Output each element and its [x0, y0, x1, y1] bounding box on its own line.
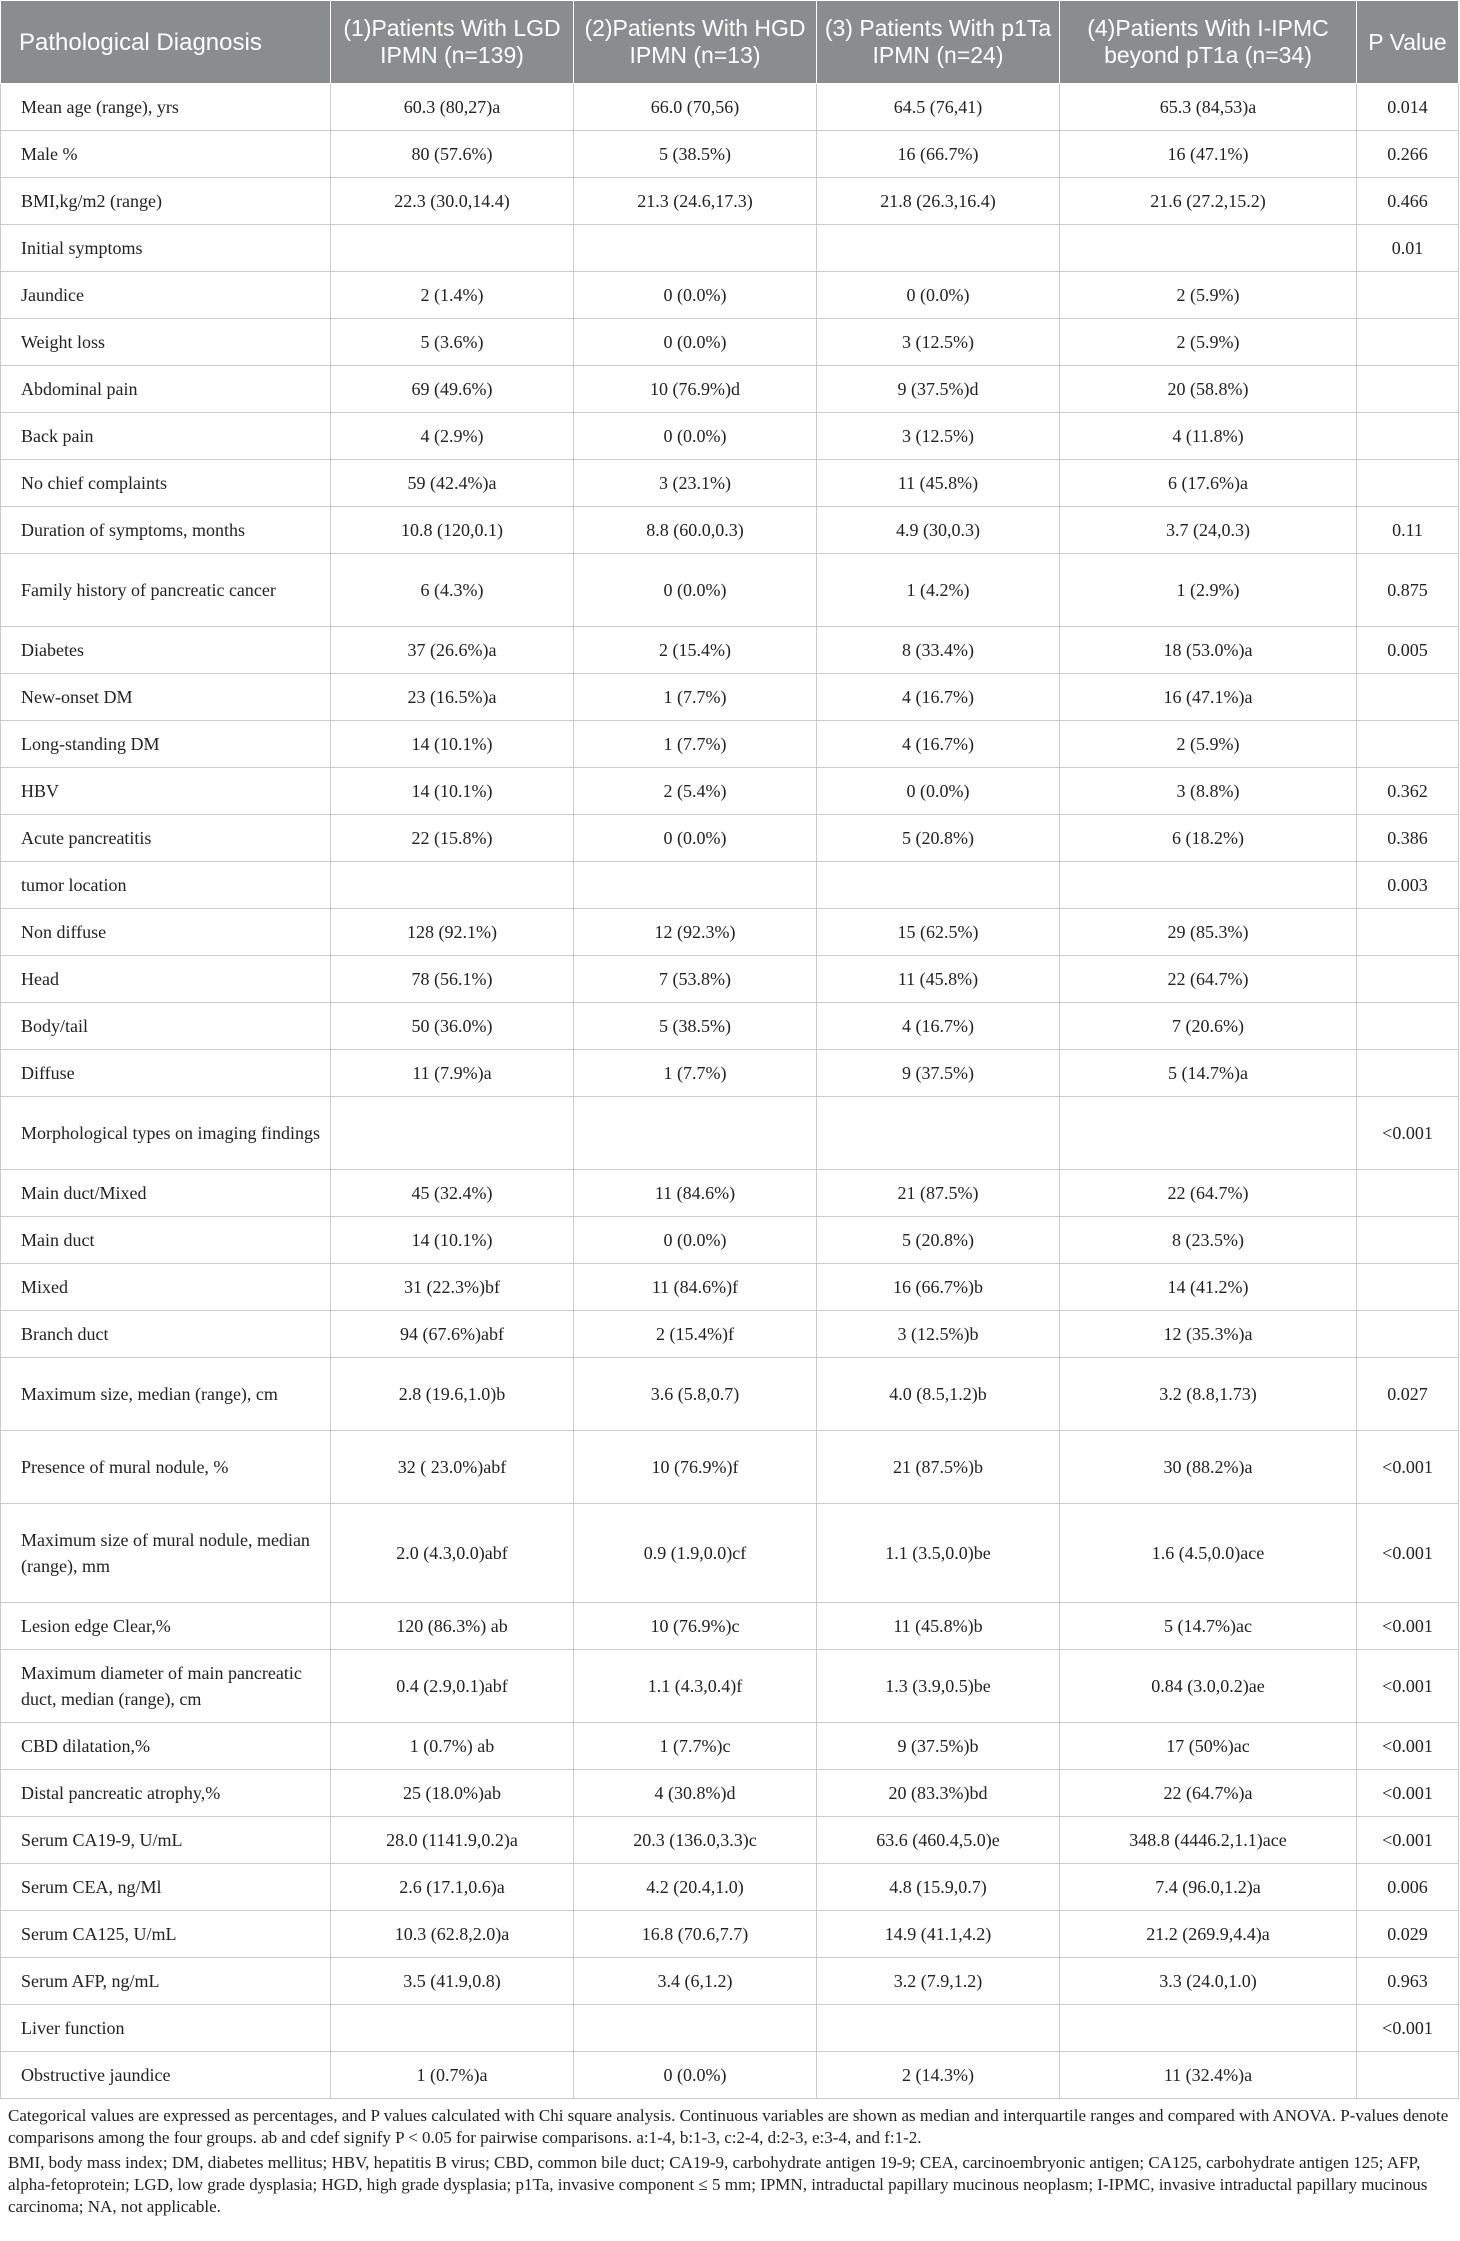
row-label: Male % [1, 131, 331, 178]
row-label: Lesion edge Clear,% [1, 1603, 331, 1650]
group-4-cell: 22 (64.7%) [1060, 956, 1357, 1003]
group-1-cell: 28.0 (1141.9,0.2)a [331, 1817, 574, 1864]
group-4-cell: 21.2 (269.9,4.4)a [1060, 1911, 1357, 1958]
table-row [1, 956, 1459, 1003]
p-value-cell: 0.014 [1357, 84, 1459, 131]
group-2-cell: 1 (7.7%)c [574, 1723, 817, 1770]
row-label: Serum CEA, ng/Ml [1, 1864, 331, 1911]
group-4-cell: 5 (14.7%)a [1060, 1050, 1357, 1097]
table-row [1, 627, 1459, 674]
group-2-cell [574, 2005, 817, 2052]
table-row [1, 1170, 1459, 1217]
table-row [1, 1358, 1459, 1431]
table-row [1, 1770, 1459, 1817]
group-3-cell: 21.8 (26.3,16.4) [817, 178, 1060, 225]
table-row [1, 1817, 1459, 1864]
group-2-cell: 0 (0.0%) [574, 413, 817, 460]
group-4-cell: 6 (17.6%)a [1060, 460, 1357, 507]
p-value-cell: <0.001 [1357, 1650, 1459, 1723]
row-label: Morphological types on imaging findings [1, 1097, 331, 1170]
group-3-cell: 64.5 (76,41) [817, 84, 1060, 131]
group-3-cell: 4 (16.7%) [817, 674, 1060, 721]
group-4-cell: 22 (64.7%) [1060, 1170, 1357, 1217]
table-row [1, 413, 1459, 460]
group-1-cell: 78 (56.1%) [331, 956, 574, 1003]
table-row [1, 1003, 1459, 1050]
group-4-cell: 5 (14.7%)ac [1060, 1603, 1357, 1650]
group-2-cell [574, 225, 817, 272]
group-2-cell: 11 (84.6%)f [574, 1264, 817, 1311]
p-value-cell: 0.875 [1357, 554, 1459, 627]
header-hgd-ipmn: (2)Patients With HGD IPMN (n=13) [574, 1, 817, 84]
group-4-cell: 1 (2.9%) [1060, 554, 1357, 627]
row-label: Diabetes [1, 627, 331, 674]
p-value-cell [1357, 272, 1459, 319]
row-label: Mixed [1, 1264, 331, 1311]
group-1-cell [331, 862, 574, 909]
group-3-cell: 20 (83.3%)bd [817, 1770, 1060, 1817]
row-label: Liver function [1, 2005, 331, 2052]
p-value-cell: <0.001 [1357, 2005, 1459, 2052]
group-3-cell: 4.9 (30,0.3) [817, 507, 1060, 554]
table-row [1, 1097, 1459, 1170]
group-1-cell: 128 (92.1%) [331, 909, 574, 956]
table-row [1, 272, 1459, 319]
header-row [1, 1, 1459, 84]
table-row [1, 721, 1459, 768]
p-value-cell: <0.001 [1357, 1431, 1459, 1504]
p-value-cell [1357, 1264, 1459, 1311]
group-2-cell: 66.0 (70,56) [574, 84, 817, 131]
group-1-cell: 14 (10.1%) [331, 721, 574, 768]
row-label: Presence of mural nodule, % [1, 1431, 331, 1504]
group-1-cell: 14 (10.1%) [331, 768, 574, 815]
p-value-cell [1357, 1170, 1459, 1217]
group-4-cell [1060, 2005, 1357, 2052]
row-label: Back pain [1, 413, 331, 460]
group-1-cell: 94 (67.6%)abf [331, 1311, 574, 1358]
row-label: BMI,kg/m2 (range) [1, 178, 331, 225]
group-2-cell: 21.3 (24.6,17.3) [574, 178, 817, 225]
table-row [1, 1864, 1459, 1911]
group-2-cell: 1.1 (4.3,0.4)f [574, 1650, 817, 1723]
row-label: Body/tail [1, 1003, 331, 1050]
p-value-cell [1357, 1003, 1459, 1050]
table-row [1, 1723, 1459, 1770]
group-2-cell: 3.6 (5.8,0.7) [574, 1358, 817, 1431]
group-4-cell: 3.2 (8.8,1.73) [1060, 1358, 1357, 1431]
table-row [1, 1958, 1459, 2005]
group-4-cell: 3.3 (24.0,1.0) [1060, 1958, 1357, 2005]
group-4-cell: 29 (85.3%) [1060, 909, 1357, 956]
header-pathological-diagnosis: Pathological Diagnosis [1, 1, 331, 84]
group-1-cell: 69 (49.6%) [331, 366, 574, 413]
group-1-cell: 1 (0.7%)a [331, 2052, 574, 2099]
p-value-cell [1357, 909, 1459, 956]
group-2-cell: 0 (0.0%) [574, 554, 817, 627]
group-3-cell: 4 (16.7%) [817, 721, 1060, 768]
group-3-cell: 15 (62.5%) [817, 909, 1060, 956]
row-label: Weight loss [1, 319, 331, 366]
group-1-cell: 2.8 (19.6,1.0)b [331, 1358, 574, 1431]
table-row [1, 2052, 1459, 2099]
table-row [1, 554, 1459, 627]
group-3-cell: 5 (20.8%) [817, 815, 1060, 862]
group-4-cell: 16 (47.1%)a [1060, 674, 1357, 721]
row-label: Family history of pancreatic cancer [1, 554, 331, 627]
p-value-cell: 0.006 [1357, 1864, 1459, 1911]
group-3-cell: 21 (87.5%)b [817, 1431, 1060, 1504]
table-row [1, 862, 1459, 909]
group-1-cell: 120 (86.3%) ab [331, 1603, 574, 1650]
group-3-cell: 11 (45.8%) [817, 956, 1060, 1003]
group-2-cell: 4.2 (20.4,1.0) [574, 1864, 817, 1911]
group-4-cell: 348.8 (4446.2,1.1)ace [1060, 1817, 1357, 1864]
header-p1ta-ipmn: (3) Patients With p1Ta IPMN (n=24) [817, 1, 1060, 84]
group-3-cell [817, 862, 1060, 909]
footnote-statistics: Categorical values are expressed as percentages, and P values calculated with Chi square analysis. Continuous variables are shown as median and interquartile ranges and compared with ANOVA. P-values denote comparisons among the four groups. ab and cdef signify P < 0.05 for pairwise comparisons. a:1-4, b:1-3, c:2-4, d:2-3, e:3-4, and f:1-2. [8, 2106, 1449, 2147]
row-label: Serum CA125, U/mL [1, 1911, 331, 1958]
group-1-cell [331, 1097, 574, 1170]
group-1-cell: 32 ( 23.0%)abf [331, 1431, 574, 1504]
group-1-cell: 2 (1.4%) [331, 272, 574, 319]
p-value-cell [1357, 2052, 1459, 2099]
group-2-cell: 0 (0.0%) [574, 1217, 817, 1264]
group-3-cell: 11 (45.8%) [817, 460, 1060, 507]
row-label: Diffuse [1, 1050, 331, 1097]
p-value-cell [1357, 460, 1459, 507]
p-value-cell [1357, 366, 1459, 413]
group-3-cell: 0 (0.0%) [817, 768, 1060, 815]
group-4-cell: 1.6 (4.5,0.0)ace [1060, 1504, 1357, 1603]
group-4-cell: 18 (53.0%)a [1060, 627, 1357, 674]
row-label: HBV [1, 768, 331, 815]
group-4-cell [1060, 1097, 1357, 1170]
group-4-cell: 3.7 (24,0.3) [1060, 507, 1357, 554]
group-3-cell: 16 (66.7%) [817, 131, 1060, 178]
group-2-cell: 16.8 (70.6,7.7) [574, 1911, 817, 1958]
group-3-cell: 9 (37.5%)d [817, 366, 1060, 413]
table-footnotes [0, 2099, 1458, 2218]
group-4-cell: 16 (47.1%) [1060, 131, 1357, 178]
group-3-cell: 1 (4.2%) [817, 554, 1060, 627]
group-1-cell: 22.3 (30.0,14.4) [331, 178, 574, 225]
group-4-cell [1060, 862, 1357, 909]
p-value-cell [1357, 413, 1459, 460]
p-value-cell: 0.01 [1357, 225, 1459, 272]
group-3-cell: 4.8 (15.9,0.7) [817, 1864, 1060, 1911]
row-label: Branch duct [1, 1311, 331, 1358]
group-4-cell: 2 (5.9%) [1060, 319, 1357, 366]
group-1-cell [331, 2005, 574, 2052]
group-1-cell: 4 (2.9%) [331, 413, 574, 460]
group-4-cell: 3 (8.8%) [1060, 768, 1357, 815]
table-row [1, 1603, 1459, 1650]
row-label: Acute pancreatitis [1, 815, 331, 862]
group-3-cell: 3 (12.5%)b [817, 1311, 1060, 1358]
row-label: No chief complaints [1, 460, 331, 507]
group-1-cell: 2.6 (17.1,0.6)a [331, 1864, 574, 1911]
table-row [1, 2005, 1459, 2052]
group-3-cell: 21 (87.5%) [817, 1170, 1060, 1217]
p-value-cell: <0.001 [1357, 1770, 1459, 1817]
row-label: Maximum diameter of main pancreatic duct, median (range), cm [1, 1650, 331, 1723]
table-row [1, 1911, 1459, 1958]
group-4-cell: 12 (35.3%)a [1060, 1311, 1357, 1358]
group-2-cell: 10 (76.9%)f [574, 1431, 817, 1504]
group-2-cell: 2 (15.4%)f [574, 1311, 817, 1358]
group-1-cell: 59 (42.4%)a [331, 460, 574, 507]
group-3-cell: 16 (66.7%)b [817, 1264, 1060, 1311]
group-2-cell: 0.9 (1.9,0.0)cf [574, 1504, 817, 1603]
group-3-cell: 63.6 (460.4,5.0)e [817, 1817, 1060, 1864]
row-label: Serum CA19-9, U/mL [1, 1817, 331, 1864]
header-i-ipmc: (4)Patients With I-IPMC beyond pT1a (n=34) [1060, 1, 1357, 84]
table-row [1, 319, 1459, 366]
group-3-cell: 3 (12.5%) [817, 319, 1060, 366]
group-3-cell: 4.0 (8.5,1.2)b [817, 1358, 1060, 1431]
p-value-cell: <0.001 [1357, 1603, 1459, 1650]
group-1-cell: 31 (22.3%)bf [331, 1264, 574, 1311]
table-row [1, 84, 1459, 131]
group-3-cell [817, 2005, 1060, 2052]
p-value-cell: 0.005 [1357, 627, 1459, 674]
group-2-cell: 10 (76.9%)c [574, 1603, 817, 1650]
header-lgd-ipmn: (1)Patients With LGD IPMN (n=139) [331, 1, 574, 84]
row-label: Jaundice [1, 272, 331, 319]
group-2-cell: 0 (0.0%) [574, 2052, 817, 2099]
group-3-cell: 1.3 (3.9,0.5)be [817, 1650, 1060, 1723]
group-2-cell: 0 (0.0%) [574, 319, 817, 366]
group-4-cell: 11 (32.4%)a [1060, 2052, 1357, 2099]
group-1-cell: 11 (7.9%)a [331, 1050, 574, 1097]
group-2-cell: 0 (0.0%) [574, 815, 817, 862]
table-row [1, 909, 1459, 956]
row-label: Mean age (range), yrs [1, 84, 331, 131]
group-4-cell: 30 (88.2%)a [1060, 1431, 1357, 1504]
table-row [1, 366, 1459, 413]
p-value-cell: 0.963 [1357, 1958, 1459, 2005]
row-label: Long-standing DM [1, 721, 331, 768]
group-2-cell: 2 (5.4%) [574, 768, 817, 815]
group-3-cell: 14.9 (41.1,4.2) [817, 1911, 1060, 1958]
group-2-cell: 4 (30.8%)d [574, 1770, 817, 1817]
table-row [1, 1504, 1459, 1603]
row-label: Initial symptoms [1, 225, 331, 272]
group-4-cell: 0.84 (3.0,0.2)ae [1060, 1650, 1357, 1723]
p-value-cell: 0.266 [1357, 131, 1459, 178]
group-4-cell: 7.4 (96.0,1.2)a [1060, 1864, 1357, 1911]
footnote-abbreviations: BMI, body mass index; DM, diabetes mellitus; HBV, hepatitis B virus; CBD, common bile duct; CA19-9, carbohydrate antigen 19-9; CEA, carcinoembryonic antigen; CA125, carbohydrate antigen 125; AFP, alpha-fetoprotein; LGD, low grade dysplasia; HGD, high grade dysplasia; p1Ta, invasive component ≤ 5 mm; IPMN, intraductal papillary mucinous neoplasm; I-IPMC, invasive intraductal papillary mucinous carcinoma; NA, not applicable. [8, 2153, 1428, 2216]
group-3-cell: 2 (14.3%) [817, 2052, 1060, 2099]
group-3-cell: 3.2 (7.9,1.2) [817, 1958, 1060, 2005]
table-row [1, 507, 1459, 554]
p-value-cell: <0.001 [1357, 1817, 1459, 1864]
row-label: Duration of symptoms, months [1, 507, 331, 554]
group-1-cell: 5 (3.6%) [331, 319, 574, 366]
table-row [1, 225, 1459, 272]
table-row [1, 131, 1459, 178]
group-1-cell [331, 225, 574, 272]
p-value-cell [1357, 1311, 1459, 1358]
table-row [1, 1311, 1459, 1358]
group-3-cell: 9 (37.5%)b [817, 1723, 1060, 1770]
group-4-cell: 65.3 (84,53)a [1060, 84, 1357, 131]
group-4-cell: 4 (11.8%) [1060, 413, 1357, 460]
row-label: Non diffuse [1, 909, 331, 956]
p-value-cell: 0.11 [1357, 507, 1459, 554]
group-2-cell: 5 (38.5%) [574, 131, 817, 178]
row-label: Head [1, 956, 331, 1003]
table-row [1, 768, 1459, 815]
row-label: Distal pancreatic atrophy,% [1, 1770, 331, 1817]
row-label: Serum AFP, ng/mL [1, 1958, 331, 2005]
row-label: Abdominal pain [1, 366, 331, 413]
p-value-cell [1357, 721, 1459, 768]
group-1-cell: 2.0 (4.3,0.0)abf [331, 1504, 574, 1603]
group-3-cell: 0 (0.0%) [817, 272, 1060, 319]
table-body [1, 84, 1459, 2099]
group-2-cell: 3.4 (6,1.2) [574, 1958, 817, 2005]
p-value-cell: 0.027 [1357, 1358, 1459, 1431]
group-3-cell [817, 1097, 1060, 1170]
group-4-cell: 20 (58.8%) [1060, 366, 1357, 413]
group-4-cell: 2 (5.9%) [1060, 721, 1357, 768]
group-1-cell: 3.5 (41.9,0.8) [331, 1958, 574, 2005]
group-4-cell: 8 (23.5%) [1060, 1217, 1357, 1264]
p-value-cell: 0.466 [1357, 178, 1459, 225]
group-2-cell: 1 (7.7%) [574, 721, 817, 768]
group-1-cell: 10.3 (62.8,2.0)a [331, 1911, 574, 1958]
group-4-cell [1060, 225, 1357, 272]
group-2-cell: 8.8 (60.0,0.3) [574, 507, 817, 554]
group-1-cell: 14 (10.1%) [331, 1217, 574, 1264]
group-2-cell: 20.3 (136.0,3.3)c [574, 1817, 817, 1864]
group-3-cell [817, 225, 1060, 272]
p-value-cell [1357, 1050, 1459, 1097]
p-value-cell [1357, 319, 1459, 366]
group-1-cell: 23 (16.5%)a [331, 674, 574, 721]
p-value-cell [1357, 674, 1459, 721]
p-value-cell [1357, 1217, 1459, 1264]
p-value-cell: <0.001 [1357, 1097, 1459, 1170]
group-2-cell: 10 (76.9%)d [574, 366, 817, 413]
group-1-cell: 50 (36.0%) [331, 1003, 574, 1050]
group-1-cell: 60.3 (80,27)a [331, 84, 574, 131]
table-row [1, 178, 1459, 225]
row-label: Main duct/Mixed [1, 1170, 331, 1217]
group-2-cell: 2 (15.4%) [574, 627, 817, 674]
group-2-cell: 0 (0.0%) [574, 272, 817, 319]
group-1-cell: 80 (57.6%) [331, 131, 574, 178]
table-row [1, 1264, 1459, 1311]
group-2-cell: 7 (53.8%) [574, 956, 817, 1003]
table-row [1, 815, 1459, 862]
row-label: tumor location [1, 862, 331, 909]
group-1-cell: 1 (0.7%) ab [331, 1723, 574, 1770]
group-2-cell: 3 (23.1%) [574, 460, 817, 507]
group-4-cell: 7 (20.6%) [1060, 1003, 1357, 1050]
p-value-cell: 0.003 [1357, 862, 1459, 909]
group-3-cell: 8 (33.4%) [817, 627, 1060, 674]
table-row [1, 1431, 1459, 1504]
row-label: CBD dilatation,% [1, 1723, 331, 1770]
row-label: Maximum size of mural nodule, median (range), mm [1, 1504, 331, 1603]
group-3-cell: 9 (37.5%) [817, 1050, 1060, 1097]
group-3-cell: 5 (20.8%) [817, 1217, 1060, 1264]
table-row [1, 1650, 1459, 1723]
group-4-cell: 21.6 (27.2,15.2) [1060, 178, 1357, 225]
table-row [1, 1050, 1459, 1097]
group-2-cell: 5 (38.5%) [574, 1003, 817, 1050]
group-4-cell: 2 (5.9%) [1060, 272, 1357, 319]
group-1-cell: 45 (32.4%) [331, 1170, 574, 1217]
group-3-cell: 4 (16.7%) [817, 1003, 1060, 1050]
table-row [1, 1217, 1459, 1264]
group-2-cell [574, 862, 817, 909]
group-3-cell: 3 (12.5%) [817, 413, 1060, 460]
group-1-cell: 10.8 (120,0.1) [331, 507, 574, 554]
group-2-cell: 12 (92.3%) [574, 909, 817, 956]
group-1-cell: 37 (26.6%)a [331, 627, 574, 674]
row-label: Obstructive jaundice [1, 2052, 331, 2099]
group-4-cell: 6 (18.2%) [1060, 815, 1357, 862]
group-4-cell: 14 (41.2%) [1060, 1264, 1357, 1311]
group-3-cell: 11 (45.8%)b [817, 1603, 1060, 1650]
group-4-cell: 22 (64.7%)a [1060, 1770, 1357, 1817]
p-value-cell: <0.001 [1357, 1504, 1459, 1603]
p-value-cell: 0.386 [1357, 815, 1459, 862]
p-value-cell [1357, 956, 1459, 1003]
group-2-cell [574, 1097, 817, 1170]
group-1-cell: 25 (18.0%)ab [331, 1770, 574, 1817]
group-2-cell: 11 (84.6%) [574, 1170, 817, 1217]
row-label: Maximum size, median (range), cm [1, 1358, 331, 1431]
group-3-cell: 1.1 (3.5,0.0)be [817, 1504, 1060, 1603]
group-4-cell: 17 (50%)ac [1060, 1723, 1357, 1770]
p-value-cell: <0.001 [1357, 1723, 1459, 1770]
group-2-cell: 1 (7.7%) [574, 1050, 817, 1097]
group-1-cell: 6 (4.3%) [331, 554, 574, 627]
header-p-value: P Value [1357, 1, 1459, 84]
p-value-cell: 0.029 [1357, 1911, 1459, 1958]
group-2-cell: 1 (7.7%) [574, 674, 817, 721]
p-value-cell: 0.362 [1357, 768, 1459, 815]
table-row [1, 460, 1459, 507]
table-row [1, 674, 1459, 721]
row-label: New-onset DM [1, 674, 331, 721]
group-1-cell: 0.4 (2.9,0.1)abf [331, 1650, 574, 1723]
group-1-cell: 22 (15.8%) [331, 815, 574, 862]
row-label: Main duct [1, 1217, 331, 1264]
